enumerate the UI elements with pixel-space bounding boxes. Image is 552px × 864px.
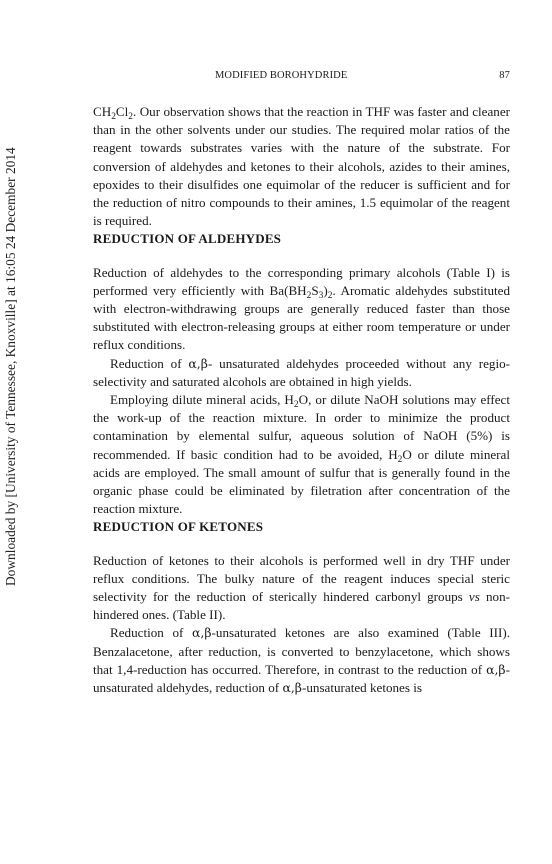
page-number: 87	[499, 70, 510, 81]
heading-reduction-of-aldehydes: REDUCTION OF ALDEHYDES	[93, 231, 282, 247]
paragraph-aldehydes-reduction: Reduction of aldehydes to the corresponding primary alcohols (Table I) is performed very efficiently with $Ba(BH_2S_3)_2$. Aromatic aldehydes substituted with electron-withdrawing groups are generally reduced faster than those substituted with electron-releasing groups at either room temperature or under reflux conditions.	[93, 264, 510, 353]
article-body	[93, 103, 510, 697]
paragraph-ketones-reduction: Reduction of ketones to their alcohols is performed well in dry THF under reflux conditions. The bulky nature of the reagent induces special steric selectivity for the reduction of sterically hindered carbonyl groups vs non-hindered ones. (Table II).	[93, 552, 510, 623]
paragraph-solvent-ratios: $CH_2Cl_2$. Our observation shows that the reaction in THF was faster and cleaner than in the other solvents under our studies. The required molar ratios of the reagent towards substrates varies with the nature of the substrate. For conversion of aldehydes and ketones to their alcohols, azides to their amines, epoxides to their disulfides one equimolar of the reducer is sufficient and for the reduction of nitro compounds to their amines, 1.5 equimolar of the reagent is required.	[93, 104, 510, 229]
paragraph-work-up: Employing dilute mineral acids, $H_2O$, or dilute NaOH solutions may effect the work-up of the reaction mixture. In order to minimize the product contamination by elemental sulfur, aqueous solution of NaOH (5%) is recommended. If basic condition had to be avoided, $H_2O$ or dilute mineral acids are employed. The small amount of sulfur that is generally found in the organic phase could be eliminated by filetration after concentration of the reaction mixture.	[93, 392, 511, 517]
heading-reduction-of-ketones: REDUCTION OF KETONES	[93, 519, 264, 535]
paragraph-unsaturated-ketones: Reduction of α,β-unsaturated ketones are also examined (Table III). Benzalacetone, after reduction, is converted to benzylacetone, which shows that 1,4-reduction has occurred. Therefore, in contrast to the reduction of α,β-unsaturated aldehydes, reduction of α,β-unsaturated ketones is	[93, 625, 510, 696]
running-header	[112, 70, 510, 86]
running-title: MODIFIED BOROHYDRIDE	[215, 70, 348, 81]
paragraph-unsaturated-aldehydes: Reduction of α,β- unsaturated aldehydes proceeded without any regio-selectivity and saturated alcohols are obtained in high yields.	[93, 355, 511, 389]
formula-ch2cl2: $CH_2Cl_2$	[93, 104, 134, 122]
download-notice: Downloaded by [University of Tennessee, Knoxville] at 16:05 24 December 2014	[3, 147, 18, 586]
